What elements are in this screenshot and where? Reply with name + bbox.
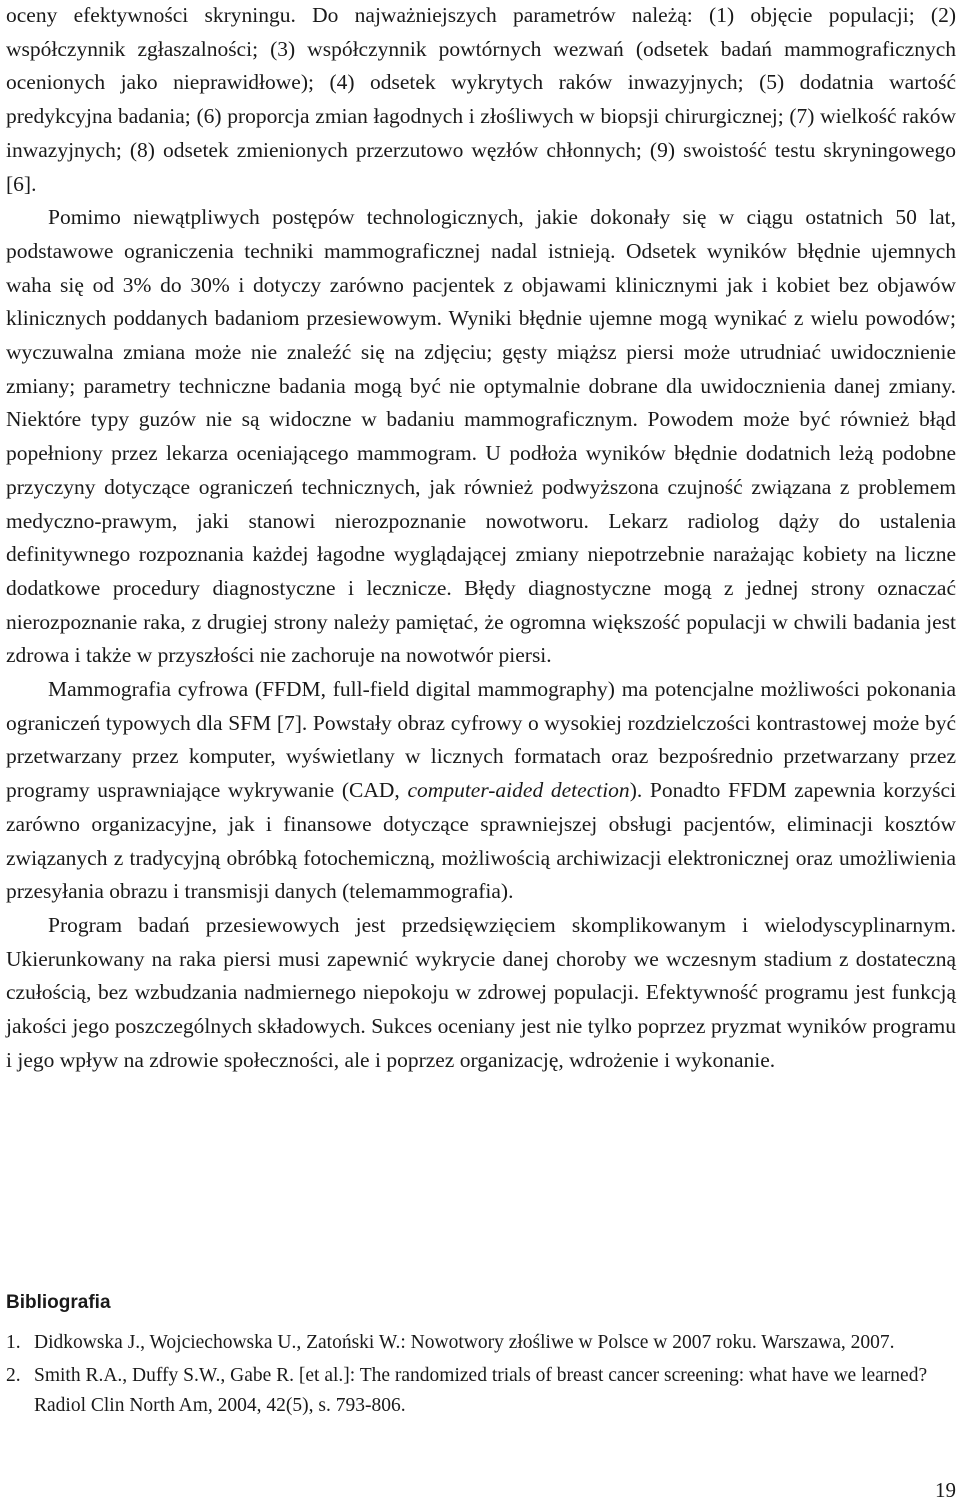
ffdm-text-part-2: ). Ponadto FFDM zapewnia korzyści zarówno organizacyjne, jak i finansowe dotyczące sprawniejszej obsługi pacjentów, eliminacji kosztów związanych z tradycyjną obróbką fotochemiczną, możliwością archiwizacji elektronicznej oraz umożliwienia przesyłania obrazu i transmisji danych (telemammografia).	[6, 778, 957, 904]
bibliography-item-text: Smith R.A., Duffy S.W., Gabe R. [et al.]: The randomized trials of breast cancer screening: what have we learned? Radiol Clin North Am, 2004, 42(5), s. 793-806.	[34, 1365, 928, 1416]
bibliography-item-text: Didkowska J., Wojciechowska U., Zatoński W.: Nowotwory złośliwe w Polsce w 2007 roku. Warszawa, 2007.	[34, 1332, 895, 1353]
ffdm-text-part-1: Mammografia cyfrowa (FFDM, full-field digital mammography) ma potencjalne możliwości pokonania ograniczeń typowych dla SFM [7]. Powstały obraz cyfrowy o wysokiej rozdzielczości kontrastowej może być przetwarzany przez komputer, wyświetlany w licznych formatach oraz bezpośrednio przetwarzany przez programy usprawniające wykrywanie (CAD,	[6, 677, 956, 803]
bibliography-item-number: 1.	[6, 1332, 21, 1353]
body-text	[6, 0, 956, 1078]
paragraph-screening-program: Program badań przesiewowych jest przedsięwzięciem skomplikowanym i wielodyscyplinarnym. Ukierunkowany na raka piersi musi zapewnić wykrycie danej choroby we wczesnym stadium z dostateczną czułością, bez wzbudzania nadmiernego niepokoju w zdrowej populacji. Efektywność programu jest funkcją jakości jego poszczególnych składowych. Sukces oceniany jest nie tylko poprzez pryzmat wyników programu i jego wpływ na zdrowie społeczności, ale i poprzez organizację, wdrożenie i wykonanie.	[6, 912, 956, 1072]
bibliography-item	[6, 1361, 956, 1421]
bibliography-heading: Bibliografia	[6, 1292, 111, 1313]
page-number: 19	[935, 1478, 956, 1502]
ffdm-text-italic: computer-aided detection	[407, 778, 630, 803]
bibliography-item	[6, 1328, 956, 1358]
paragraph-screening-parameters: oceny efektywności skryningu. Do najważniejszych parametrów należą: (1) objęcie populacji; (2) współczynnik zgłaszalności; (3) współczynnik powtórnych wezwań (odsetek badań mammograficznych ocenionych jako nieprawidłowe); (4) odsetek wykrytych raków inwazyjnych; (5) dodatnia wartość predykcyjna badania; (6) proporcja zmian łagodnych i złośliwych w biopsji chirurgicznej; (7) wielkość raków inwazyjnych; (8) odsetek zmienionych przerzutowo węzłów chłonnych; (9) swoistość testu skryningowego [6].	[6, 3, 956, 196]
paragraph-digital-mammography	[6, 673, 956, 909]
bibliography-item-number: 2.	[6, 1365, 21, 1386]
bibliography-list	[6, 1328, 956, 1421]
paragraph-mammography-limitations: Pomimo niewątpliwych postępów technologicznych, jakie dokonały się w ciągu ostatnich 50 lat, podstawowe ograniczenia techniki mammograficznej nadal istnieją. Odsetek wyników błędnie ujemnych waha się od 3% do 30% i dotyczy zarówno pacjentek z objawami klinicznymi jak i kobiet bez objawów klinicznych poddanych badaniom przesiewowym. Wyniki błędnie ujemne mogą wynikać z wielu powodów; wyczuwalna zmiana może nie znaleźć się na zdjęciu; gęsty miąższ piersi może utrudniać uwidocznienie zmiany; parametry techniczne badania mogą być nie optymalnie dobrane dla uwidocznienia danej zmiany. Niektóre typy guzów nie są widoczne w badaniu mammograficznym. Powodem może być również błąd popełniony przez lekarza oceniającego mammogram. U podłoża wyników błędnie dodatnich leżą podobne przyczyny dotyczące ograniczeń technicznych, jak również podwyższona czujność związana z problemem medyczno-prawym, jaki stanowi nierozpoznanie nowotworu. Lekarz radiolog dąży do ustalenia definitywnego rozpoznania każdej łagodne wyglądającej zmiany niepotrzebnie narażając kobiety na liczne dodatkowe procedury diagnostyczne i lecznicze. Błędy diagnostyczne mogą z jednej strony oznaczać nierozpoznanie raka, z drugiej strony należy pamiętać, że ogromna większość populacji w chwili badania jest zdrowa i także w przyszłości nie zachoruje na nowotwór piersi.	[6, 205, 956, 668]
document-page	[6, 0, 957, 1416]
bibliography-section	[6, 1290, 956, 1424]
